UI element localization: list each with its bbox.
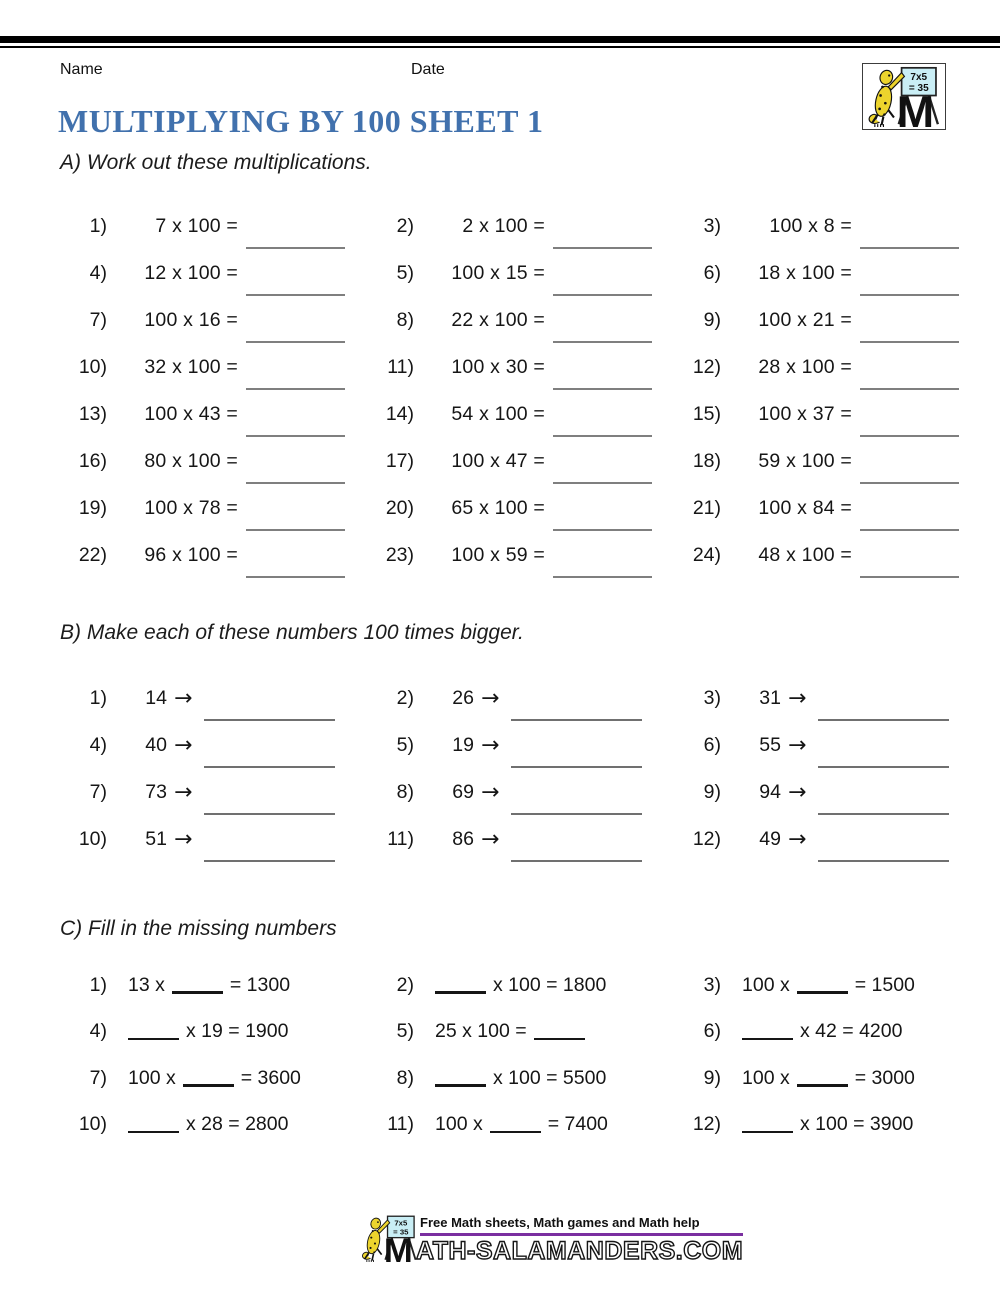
salamander-easel-icon [863, 64, 944, 128]
problem [674, 532, 981, 579]
problem [674, 391, 981, 438]
problem-expression: 100 x 84 = [758, 497, 852, 519]
problem-expression: 100 x 16 = [144, 309, 238, 331]
problem [674, 816, 981, 863]
expression-text: x 42 = 4200 [800, 1020, 903, 1043]
problem-expression: 100 x 21 = [758, 309, 852, 331]
expression-text: = 7400 [547, 1113, 608, 1136]
answer-line [204, 813, 335, 815]
problem [674, 344, 981, 391]
right-arrow-icon: → [788, 826, 807, 852]
problem-expression: 80 x 100 = [144, 450, 238, 472]
problem-number: 15) [692, 403, 721, 425]
answer-line [860, 529, 959, 531]
right-arrow-icon: → [481, 732, 500, 758]
section-a-heading: A) Work out these multiplications. [60, 151, 372, 174]
answer-line [246, 247, 345, 249]
problem-number: 2) [396, 215, 414, 237]
problem-expression [742, 1113, 913, 1136]
problem [367, 203, 674, 250]
problem-number: 7) [89, 1066, 107, 1089]
problem-expression [128, 1113, 288, 1136]
problem-number: 10) [78, 1113, 107, 1136]
problem-number: 2) [396, 973, 414, 996]
answer-line [246, 294, 345, 296]
footer-purple-rule [420, 1233, 743, 1236]
problem-expression [128, 1020, 288, 1043]
problem [674, 250, 981, 297]
problem [60, 485, 367, 532]
expression-text: x 100 = 3900 [800, 1113, 914, 1136]
problem-value: 31 [759, 687, 781, 709]
answer-line [553, 388, 652, 390]
salamander-easel-icon [358, 1213, 420, 1263]
expression-text: 25 x 100 = [435, 1020, 527, 1043]
problem-number: 6) [703, 1020, 721, 1043]
right-arrow-icon: → [481, 826, 500, 852]
problem-expression [435, 974, 606, 997]
missing-number-blank [534, 1038, 585, 1041]
problem-expression: 59 x 100 = [758, 450, 852, 472]
problem [60, 391, 367, 438]
problem-number: 20) [385, 497, 414, 519]
problem-expression: 96 x 100 = [144, 544, 238, 566]
problem-number: 7) [89, 781, 107, 803]
problem [367, 1102, 674, 1149]
problem [60, 1055, 367, 1102]
problem-value: 55 [759, 734, 781, 756]
answer-line [553, 341, 652, 343]
problem-expression [435, 1020, 585, 1043]
right-arrow-icon: → [174, 779, 193, 805]
problem-number: 23) [385, 544, 414, 566]
problem [367, 485, 674, 532]
problem-value: 19 [452, 734, 474, 756]
problem-number: 3) [703, 687, 721, 709]
problem [60, 962, 367, 1009]
problem-number: 12) [692, 828, 721, 850]
problem-number: 1) [89, 215, 107, 237]
problem-number: 16) [78, 450, 107, 472]
problem [674, 962, 981, 1009]
problem-number: 17) [385, 450, 414, 472]
problem [367, 1009, 674, 1056]
problem-expression: 18 x 100 = [758, 262, 852, 284]
problem [674, 769, 981, 816]
problem-number: 6) [703, 734, 721, 756]
problem [60, 675, 367, 722]
answer-line [246, 341, 345, 343]
problem-number: 12) [692, 356, 721, 378]
expression-text: x 28 = 2800 [186, 1113, 289, 1136]
missing-number-blank [742, 1131, 793, 1134]
missing-number-blank [128, 1038, 179, 1041]
right-arrow-icon: → [481, 779, 500, 805]
problem-number: 3) [703, 973, 721, 996]
answer-line [818, 860, 949, 862]
missing-number-blank [435, 1084, 486, 1087]
problem-number: 7) [89, 309, 107, 331]
problem-value: 86 [452, 828, 474, 850]
problem-expression: 100 x 8 = [769, 215, 852, 237]
problem-number: 13) [78, 403, 107, 425]
expression-text: = 3600 [240, 1066, 301, 1089]
problem [674, 722, 981, 769]
problem-number: 24) [692, 544, 721, 566]
problem-number: 8) [396, 1066, 414, 1089]
date-label: Date [411, 61, 445, 78]
problem [367, 816, 674, 863]
problem-expression: 12 x 100 = [144, 262, 238, 284]
problem [60, 769, 367, 816]
problem-number: 5) [396, 262, 414, 284]
problem [674, 1055, 981, 1102]
problem-expression: 100 x 30 = [451, 356, 545, 378]
expression-text: 100 x [742, 1066, 790, 1089]
answer-line [818, 719, 949, 721]
problem-number: 4) [89, 734, 107, 756]
right-arrow-icon: → [174, 685, 193, 711]
missing-number-blank [490, 1131, 541, 1134]
expression-text: x 19 = 1900 [186, 1020, 289, 1043]
missing-number-blank [797, 1084, 848, 1087]
problem-expression [742, 1067, 915, 1090]
problem-expression: 32 x 100 = [144, 356, 238, 378]
problem [367, 675, 674, 722]
answer-line [860, 435, 959, 437]
problem-number: 10) [78, 356, 107, 378]
answer-line [511, 813, 642, 815]
problem-number: 1) [89, 973, 107, 996]
problem [367, 438, 674, 485]
problem-number: 9) [703, 309, 721, 331]
expression-text: = 1300 [229, 973, 291, 996]
missing-number-blank [172, 991, 223, 994]
problem-number: 11) [387, 828, 414, 850]
problem-number: 14) [385, 403, 414, 425]
problem [674, 675, 981, 722]
answer-line [553, 576, 652, 578]
problem [674, 485, 981, 532]
problem [674, 297, 981, 344]
answer-line [204, 860, 335, 862]
problem-expression: 2 x 100 = [462, 215, 545, 237]
problem-value: 51 [145, 828, 167, 850]
problem-expression: 48 x 100 = [758, 544, 852, 566]
answer-line [204, 766, 335, 768]
problem [60, 203, 367, 250]
answer-line [511, 766, 642, 768]
problem-expression [742, 974, 915, 997]
problem-number: 19) [78, 497, 107, 519]
answer-line [246, 576, 345, 578]
answer-line [246, 482, 345, 484]
problem-expression [742, 1020, 902, 1043]
answer-line [246, 388, 345, 390]
problem [60, 816, 367, 863]
problem-number: 12) [692, 1113, 721, 1136]
problem-value: 40 [145, 734, 167, 756]
problem-number: 6) [703, 262, 721, 284]
problem-number: 21) [692, 497, 721, 519]
answer-line [246, 529, 345, 531]
problem [674, 1102, 981, 1149]
problem [367, 769, 674, 816]
section-c-grid [60, 962, 981, 1148]
section-a-grid [60, 203, 981, 579]
right-arrow-icon: → [174, 732, 193, 758]
problem-number: 4) [89, 262, 107, 284]
answer-line [818, 813, 949, 815]
problem-value: 14 [145, 687, 167, 709]
right-arrow-icon: → [788, 685, 807, 711]
footer [358, 1211, 743, 1266]
answer-line [860, 482, 959, 484]
expression-text: 100 x [742, 973, 790, 996]
name-label: Name [60, 61, 103, 78]
problem [367, 391, 674, 438]
problem [60, 1009, 367, 1056]
problem-value: 26 [452, 687, 474, 709]
problem-number: 5) [396, 734, 414, 756]
expression-text: = 1500 [854, 973, 915, 996]
problem-expression: 65 x 100 = [451, 497, 545, 519]
problem [367, 250, 674, 297]
problem [60, 250, 367, 297]
problem-number: 8) [396, 309, 414, 331]
missing-number-blank [183, 1084, 234, 1087]
problem [60, 344, 367, 391]
answer-line [553, 247, 652, 249]
problem [674, 203, 981, 250]
problem-value: 69 [452, 781, 474, 803]
expression-text: 100 x [128, 1066, 176, 1089]
problem-number: 22) [78, 544, 107, 566]
answer-line [553, 482, 652, 484]
problem-expression: 100 x 59 = [451, 544, 545, 566]
problem-value: 94 [759, 781, 781, 803]
problem-expression: 100 x 47 = [451, 450, 545, 472]
problem [367, 1055, 674, 1102]
problem [60, 532, 367, 579]
answer-line [246, 435, 345, 437]
answer-line [511, 719, 642, 721]
problem-expression: 22 x 100 = [451, 309, 545, 331]
problem-number: 3) [703, 215, 721, 237]
expression-text: 100 x [435, 1113, 483, 1136]
section-c-heading: C) Fill in the missing numbers [60, 917, 337, 940]
problem-number: 5) [396, 1020, 414, 1043]
section-b-heading: B) Make each of these numbers 100 times bigger. [60, 621, 524, 644]
math-salamanders-logo [862, 63, 946, 130]
problem [674, 438, 981, 485]
problem-number: 11) [387, 356, 414, 378]
problem-expression: 100 x 78 = [144, 497, 238, 519]
problem [60, 722, 367, 769]
top-rule-thin [0, 46, 1000, 48]
problem [60, 297, 367, 344]
missing-number-blank [128, 1131, 179, 1134]
problem-number: 11) [387, 1113, 414, 1136]
problem-expression [435, 1067, 606, 1090]
right-arrow-icon: → [788, 779, 807, 805]
answer-line [511, 860, 642, 862]
answer-line [818, 766, 949, 768]
answer-line [553, 294, 652, 296]
top-rule-thick [0, 36, 1000, 43]
problem-expression: 100 x 37 = [758, 403, 852, 425]
problem [367, 344, 674, 391]
answer-line [553, 435, 652, 437]
problem-value: 49 [759, 828, 781, 850]
problem [674, 1009, 981, 1056]
answer-line [553, 529, 652, 531]
answer-line [860, 576, 959, 578]
problem-number: 4) [89, 1020, 107, 1043]
missing-number-blank [435, 991, 486, 994]
missing-number-blank [742, 1038, 793, 1041]
problem-expression: 100 x 15 = [451, 262, 545, 284]
problem-number: 2) [396, 687, 414, 709]
right-arrow-icon: → [174, 826, 193, 852]
problem [60, 438, 367, 485]
answer-line [860, 294, 959, 296]
answer-line [204, 719, 335, 721]
problem-number: 1) [89, 687, 107, 709]
problem-expression: 28 x 100 = [758, 356, 852, 378]
section-b-grid [60, 675, 981, 863]
expression-text: 13 x [128, 973, 165, 996]
footer-wordmark: ATH-SALAMANDERS.COM [416, 1237, 744, 1265]
footer-tagline: Free Math sheets, Math games and Math help [420, 1215, 700, 1230]
problem-expression: 54 x 100 = [451, 403, 545, 425]
answer-line [860, 247, 959, 249]
problem-expression [128, 974, 290, 997]
problem-expression: 100 x 43 = [144, 403, 238, 425]
right-arrow-icon: → [481, 685, 500, 711]
expression-text: = 3000 [854, 1066, 915, 1089]
problem-expression: 7 x 100 = [155, 215, 238, 237]
problem [367, 722, 674, 769]
problem-number: 18) [692, 450, 721, 472]
missing-number-blank [797, 991, 848, 994]
problem-expression [435, 1113, 608, 1136]
right-arrow-icon: → [788, 732, 807, 758]
problem-number: 9) [703, 1066, 721, 1089]
page-title: MULTIPLYING BY 100 SHEET 1 [58, 103, 544, 139]
problem-expression [128, 1067, 301, 1090]
expression-text: x 100 = 1800 [493, 973, 607, 996]
expression-text: x 100 = 5500 [493, 1066, 607, 1089]
problem-number: 9) [703, 781, 721, 803]
problem [367, 297, 674, 344]
problem [60, 1102, 367, 1149]
answer-line [860, 341, 959, 343]
footer-text-block [416, 1211, 744, 1266]
problem-number: 10) [78, 828, 107, 850]
problem [367, 532, 674, 579]
problem-value: 73 [145, 781, 167, 803]
answer-line [860, 388, 959, 390]
problem-number: 8) [396, 781, 414, 803]
problem [367, 962, 674, 1009]
